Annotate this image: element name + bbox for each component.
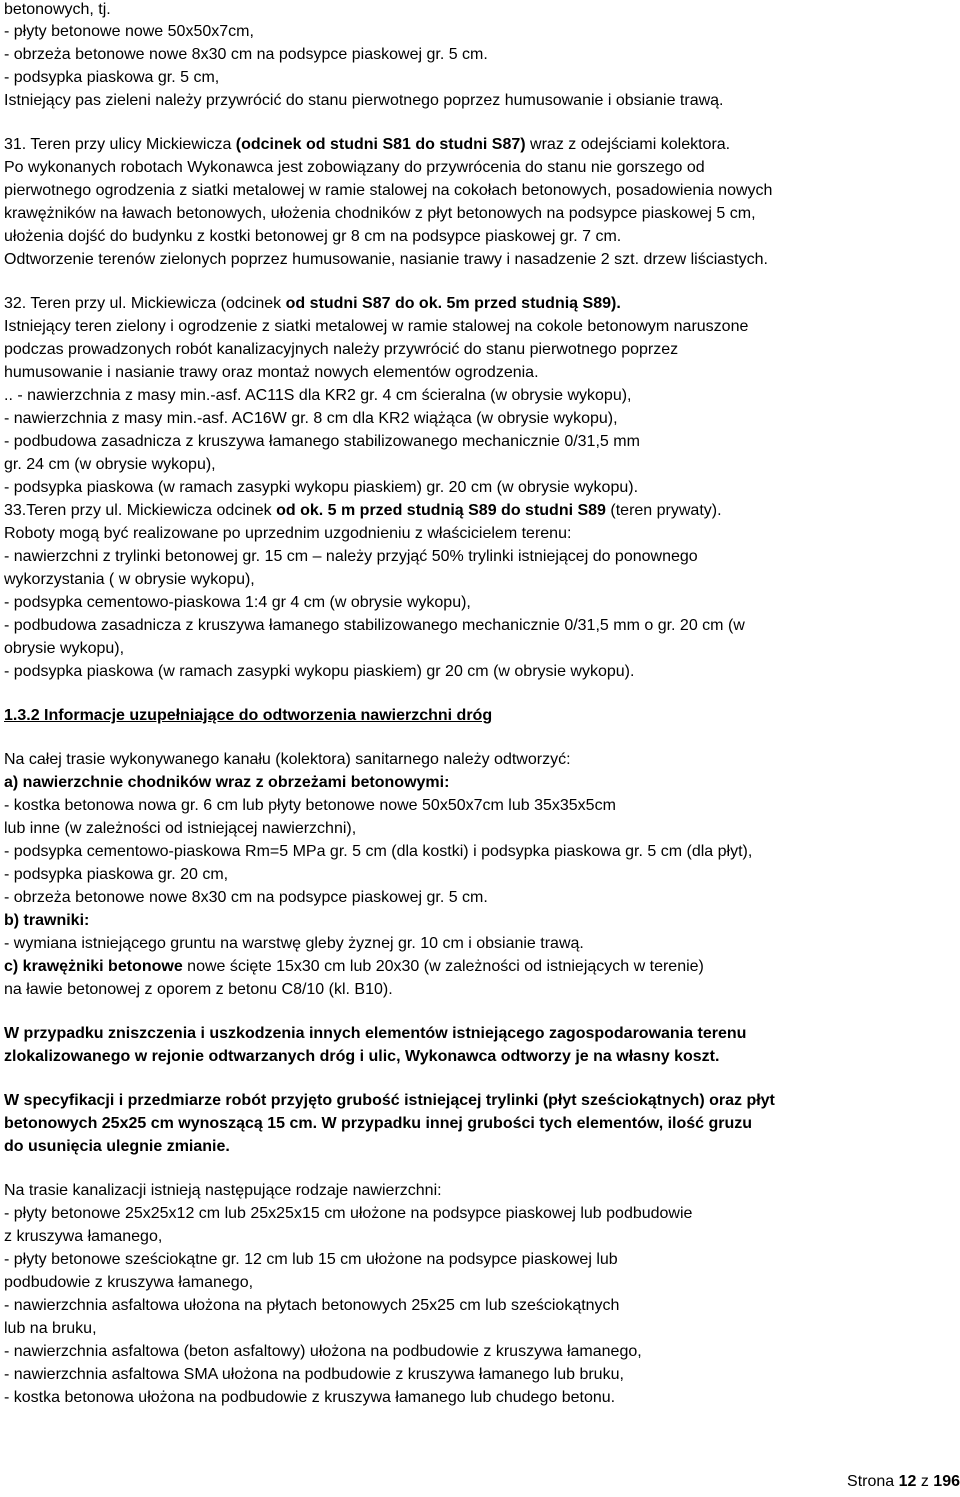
text-run: - kostka betonowa ułożona na podbudowie z kruszywa łamanego lub chudego betonu.: [4, 1389, 616, 1406]
text-line: [4, 842, 752, 862]
text-run: gr. 24 cm (w obrysie wykopu),: [4, 456, 216, 473]
text-run: - płyty betonowe sześciokątne gr. 12 cm lub 15 cm ułożone na podsypce piaskowej lub: [4, 1251, 618, 1268]
text-run: obrysie wykopu),: [4, 640, 125, 657]
footer-prefix: Strona: [847, 1473, 899, 1490]
text-run: Istniejący pas zieleni należy przywrócić do stanu pierwotnego poprzez humusowanie i obsianie trawą.: [4, 92, 724, 109]
text-line: [4, 980, 393, 1000]
text-line: [4, 1273, 253, 1293]
text-run: podczas prowadzonych robót kanalizacyjnych należy przywrócić do stanu pierwotnego poprzez: [4, 341, 679, 358]
text-run: nowe ścięte 15x30 cm lub 20x30 (w zależności od istniejących w terenie): [182, 958, 704, 975]
text-run: na ławie betonowej z oporem z betonu C8/10 (kl. B10).: [4, 981, 393, 998]
text-run: (teren prywaty).: [605, 502, 722, 519]
text-run: - nawierzchni z trylinki betonowej gr. 15 cm – należy przyjąć 50% trylinki istniejącej do ponownego: [4, 548, 698, 565]
text-run: betonowych, tj.: [4, 1, 111, 18]
text-line: [4, 524, 571, 544]
text-line: [4, 706, 492, 726]
text-run: Istniejący teren zielony i ogrodzenie z siatki metalowej w ramie stalowej na cokole betonowym naruszone: [4, 318, 749, 335]
text-line: [4, 250, 768, 270]
text-line: [4, 593, 471, 613]
text-line: [4, 1024, 746, 1044]
text-line: [4, 181, 772, 201]
text-line: [4, 773, 449, 793]
text-line: [4, 478, 638, 498]
text-run: - obrzeża betonowe nowe 8x30 cm na podsypce piaskowej gr. 5 cm.: [4, 889, 488, 906]
text-run: - nawierzchnia asfaltowa ułożona na płytach betonowych 25x25 cm lub sześciokątnych: [4, 1297, 620, 1314]
text-run: humusowanie i nasianie trawy oraz montaż nowych elementów ogrodzenia.: [4, 364, 539, 381]
text-line: [4, 455, 216, 475]
text-run: lub inne (w zależności od istniejącej nawierzchni),: [4, 820, 357, 837]
text-line: [4, 1047, 719, 1067]
text-run: pierwotnego ogrodzenia z siatki metalowej w ramie stalowej na cokołach betonowych, posadowienia nowych: [4, 182, 773, 199]
text-line: [4, 1137, 230, 1157]
text-line: [4, 294, 621, 314]
text-line: [4, 409, 618, 429]
text-line: [4, 317, 748, 337]
text-run: - nawierzchnia z masy min.-asf. AC16W gr. 8 cm dla KR2 wiążąca (w obrysie wykopu),: [4, 410, 618, 427]
text-run: W specyfikacji i przedmiarze robót przyjęto grubość istniejącej trylinki (płyt sześciokątnych) oraz płyt: [4, 1092, 775, 1109]
text-run: Po wykonanych robotach Wykonawca jest zobowiązany do przywrócenia do stanu nie gorszego od: [4, 159, 705, 176]
text-line: [4, 91, 724, 111]
text-run: c) krawężniki betonowe: [4, 958, 183, 975]
text-line: [4, 1250, 618, 1270]
text-run: - podsypka piaskowa gr. 20 cm,: [4, 866, 229, 883]
text-line: [4, 501, 722, 521]
text-line: [4, 363, 539, 383]
text-line: [4, 1388, 615, 1408]
text-line: [4, 432, 640, 452]
text-run: ułożenia dojść do budynku z kostki betonowej gr 8 cm na podsypce piaskowej gr. 7 cm.: [4, 228, 622, 245]
text-line: [4, 1296, 619, 1316]
text-line: [4, 386, 631, 406]
text-line: [4, 1319, 97, 1339]
text-run: - podsypka cementowo-piaskowa Rm=5 MPa gr. 5 cm (dla kostki) i podsypka piaskowa gr. 5 cm (dla płyt),: [4, 843, 753, 860]
text-run: z kruszywa łamanego,: [4, 1228, 163, 1245]
text-run: 33.Teren przy ul. Mickiewicza odcinek: [4, 502, 277, 519]
text-run: - nawierzchnia asfaltowa SMA ułożona na podbudowie z kruszywa łamanego lub bruku,: [4, 1366, 624, 1383]
text-run: lub na bruku,: [4, 1320, 97, 1337]
text-line: [4, 68, 219, 88]
text-line: [4, 1181, 442, 1201]
text-line: [4, 819, 356, 839]
text-run: od studni S87 do ok. 5m przed studnią S89).: [285, 295, 621, 312]
text-run: Odtworzenie terenów zielonych poprzez humusowanie, nasianie trawy i nasadzenie 2 szt. drzew liściastych.: [4, 251, 768, 268]
text-line: [4, 911, 89, 931]
text-line: [4, 934, 584, 954]
text-line: [4, 22, 254, 42]
text-line: [4, 888, 488, 908]
text-run: zlokalizowanego w rejonie odtwarzanych dróg i ulic, Wykonawca odtworzy je na własny koszt.: [4, 1048, 720, 1065]
text-run: a) nawierzchnie chodników wraz z obrzeżami betonowymi:: [4, 774, 450, 791]
text-line: [4, 1365, 624, 1385]
text-run: - obrzeża betonowe nowe 8x30 cm na podsypce piaskowej gr. 5 cm.: [4, 46, 488, 63]
text-run: wraz z odejściami kolektora.: [525, 136, 731, 153]
text-line: [4, 1114, 752, 1134]
text-run: - płyty betonowe 25x25x12 cm lub 25x25x15 cm ułożone na podsypce piaskowej lub podbudowie: [4, 1205, 693, 1222]
text-run: - podbudowa zasadnicza z kruszywa łamanego stabilizowanego mechanicznie 0/31,5 mm: [4, 433, 640, 450]
text-run: - podbudowa zasadnicza z kruszywa łamanego stabilizowanego mechanicznie 0/31,5 mm o gr. 20 cm (w: [4, 617, 745, 634]
text-run: - podsypka piaskowa (w ramach zasypki wykopu piaskiem) gr 20 cm (w obrysie wykopu).: [4, 663, 635, 680]
text-line: [4, 1227, 162, 1247]
text-line: [4, 570, 255, 590]
text-line: [4, 750, 571, 770]
text-run: W przypadku zniszczenia i uszkodzenia innych elementów istniejącego zagospodarowania terenu: [4, 1025, 747, 1042]
text-run: (odcinek od studni S81 do studni S87): [235, 136, 526, 153]
text-run: Na trasie kanalizacji istnieją następujące rodzaje nawierzchni:: [4, 1182, 442, 1199]
text-run: 31. Teren przy ulicy Mickiewicza: [4, 136, 236, 153]
page-footer: [847, 1472, 960, 1492]
text-run: - podsypka piaskowa (w ramach zasypki wykopu piaskiem) gr. 20 cm (w obrysie wykopu).: [4, 479, 639, 496]
footer-mid: z: [916, 1473, 934, 1490]
text-line: [4, 227, 621, 247]
text-line: [4, 158, 705, 178]
text-run: do usunięcia ulegnie zmianie.: [4, 1138, 230, 1155]
text-run: - nawierzchnia asfaltowa (beton asfaltowy) ułożona na podbudowie z kruszywa łamanego,: [4, 1343, 642, 1360]
text-run: - wymiana istniejącego gruntu na warstwę gleby żyznej gr. 10 cm i obsianie trawą.: [4, 935, 584, 952]
text-line: [4, 547, 698, 567]
current-page-number: 12: [898, 1473, 917, 1490]
text-line: [4, 616, 745, 636]
text-run: Na całej trasie wykonywanego kanału (kolektora) sanitarnego należy odtworzyć:: [4, 751, 571, 768]
text-line: [4, 865, 228, 885]
text-line: [4, 957, 704, 977]
text-line: [4, 1342, 642, 1362]
text-run: .. - nawierzchnia z masy min.-asf. AC11S dla KR2 gr. 4 cm ścieralna (w obrysie wykopu),: [4, 387, 632, 404]
text-run: - podsypka piaskowa gr. 5 cm,: [4, 69, 220, 86]
text-run: odcinek: [226, 295, 286, 312]
text-run: - podsypka cementowo-piaskowa 1:4 gr 4 cm (w obrysie wykopu),: [4, 594, 471, 611]
text-line: [4, 1091, 775, 1111]
total-pages-number: 196: [933, 1473, 960, 1490]
text-run: b) trawniki:: [4, 912, 90, 929]
text-run: podbudowie z kruszywa łamanego,: [4, 1274, 254, 1291]
text-run: wykorzystania ( w obrysie wykopu),: [4, 571, 255, 588]
text-run: betonowych 25x25 cm wynoszącą 15 cm. W przypadku innej grubości tych elementów, ilość gruzu: [4, 1115, 753, 1132]
text-run: Roboty mogą być realizowane po uprzednim uzgodnieniu z właścicielem terenu:: [4, 525, 572, 542]
text-run: krawężników na ławach betonowych, ułożenia chodników z płyt betonowych na podsypce piaskowej 5 cm,: [4, 205, 756, 222]
text-line: [4, 45, 488, 65]
text-run: - płyty betonowe nowe 50x50x7cm,: [4, 23, 254, 40]
text-run: 1.3.2 Informacje uzupełniające do odtworzenia nawierzchni dróg: [4, 707, 493, 724]
text-line: [4, 1204, 692, 1224]
text-run: 32. Teren przy ul. Mickiewicza (: [4, 295, 226, 312]
text-run: - kostka betonowa nowa gr. 6 cm lub płyty betonowe nowe 50x50x7cm lub 35x35x5cm: [4, 797, 616, 814]
text-line: [4, 340, 678, 360]
text-line: [4, 0, 111, 20]
text-line: [4, 662, 634, 682]
text-line: [4, 796, 616, 816]
text-line: [4, 639, 124, 659]
text-run: od ok. 5 m przed studnią S89 do studni S89: [276, 502, 606, 519]
text-line: [4, 204, 756, 224]
text-line: [4, 135, 730, 155]
